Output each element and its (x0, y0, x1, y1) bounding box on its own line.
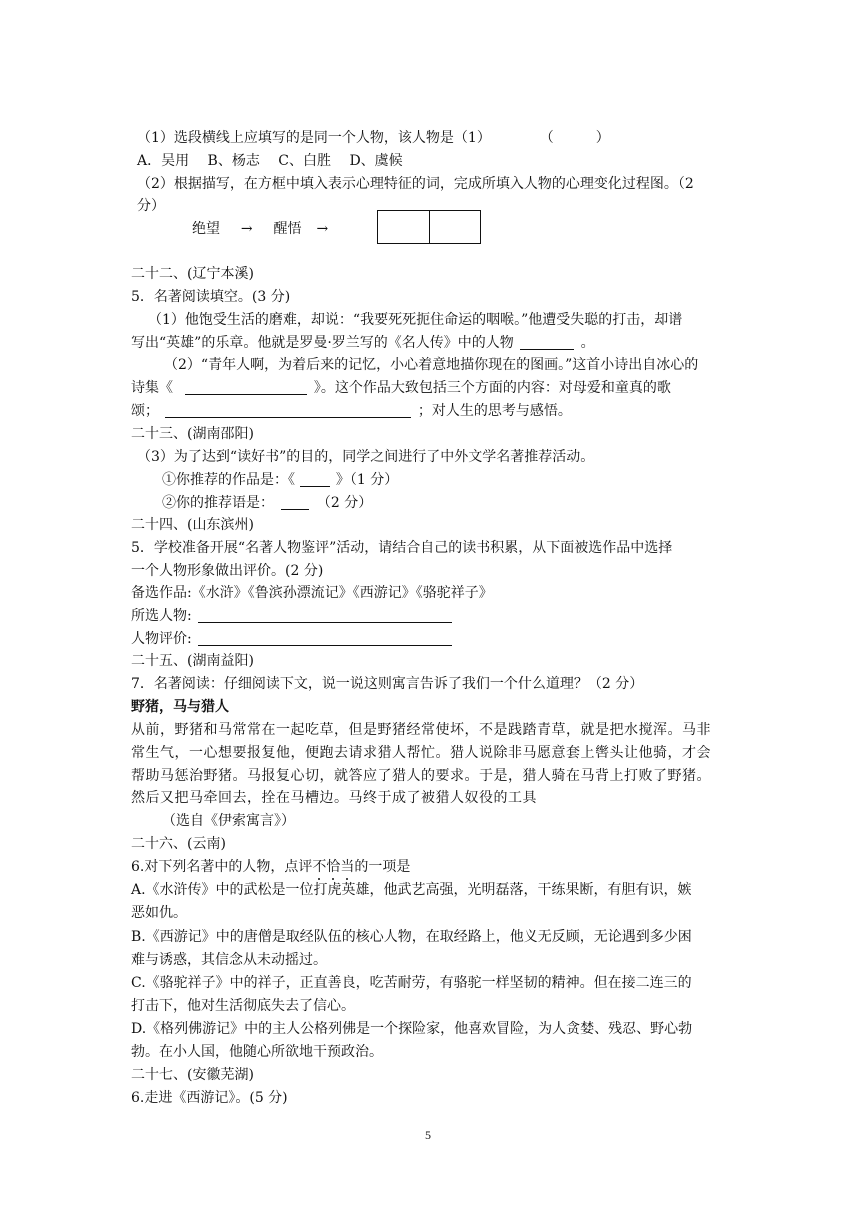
option-a-line1: A.《水浒传》中的武松是一位打虎英雄，他武艺高强，光明磊落，干练果断，有胆有识，嫉 (131, 882, 692, 898)
page-number: 5 (425, 1128, 431, 1142)
s23-line1: （3）为了达到“读好书”的目的，同学之间进行了中外文学名著推荐活动。 (137, 449, 595, 465)
blank-line[interactable] (281, 493, 309, 510)
q2-stem-line2: 分） (137, 198, 165, 214)
s23-line2: ①你推荐的作品是：《 》（1 分） (162, 472, 399, 488)
s22-p2-line1: （2）“青年人啊，为着后来的记忆，小心着意地描你现在的图画。”这首小诗出自冰心的 (164, 357, 699, 373)
section-26-header: 二十六、(云南) (131, 836, 226, 852)
section-25-header: 二十五、(湖南益阳) (131, 653, 254, 669)
s25-line1: 7．名著阅读：仔细阅读下文，说一说这则寓言告诉了我们一个什么道理？（2 分） (131, 676, 644, 692)
q1-options: A．吴用 B、杨志 C、白胜 D、虞候 (137, 153, 403, 169)
emphasis-dot-char: 恰 (326, 859, 341, 875)
q2-flow (192, 218, 328, 240)
emphasis-dot-char: 当 (340, 859, 355, 875)
blank-line[interactable] (185, 378, 307, 395)
blank-line[interactable] (198, 606, 452, 623)
option-c-line1: C.《骆驼祥子》中的祥子，正直善良，吃苦耐劳，有骆驼一样坚韧的精神。但在接二连三的 (131, 975, 692, 991)
fable-source: （选自《伊索寓言》） (162, 813, 295, 829)
option-d-line1: D.《格列佛游记》中的主人公格列佛是一个探险家，他喜欢冒险，为人贪婪、残忍、野心勃 (131, 1021, 693, 1037)
section-22-title: 5．名著阅读填空。(3 分) (131, 289, 291, 305)
fable-line3: 帮助马惩治野猪。马报复心切，就答应了猎人的要求。于是，猎人骑在马背上打败了野猪。 (131, 768, 711, 784)
s24-line3: 备选作品:《水浒》《鲁滨孙漂流记》《西游记》《骆驼祥子》 (131, 585, 493, 601)
arrow-right-icon: → (240, 221, 253, 237)
blank-line[interactable] (520, 333, 574, 350)
s23-line3: ②你的推荐语是： （2 分） (162, 495, 373, 511)
answer-box-cell-2[interactable] (430, 211, 481, 243)
s27-line1: 6.走进《西游记》。(5 分) (131, 1090, 288, 1106)
option-d-line2: 勃。在小人国，他随心所欲地干预政治。 (131, 1044, 383, 1060)
option-b-line1: B.《西游记》中的唐僧是取经队伍的核心人物，在取经路上，他义无反顾，无论遇到多少困 (131, 929, 692, 945)
section-23-header: 二十三、(湖南邵阳) (131, 426, 254, 442)
q1-stem-line (137, 127, 610, 149)
option-c-line2: 打击下，他对生活彻底失去了信心。 (131, 998, 355, 1014)
flow-step-despair: 绝望 (192, 221, 220, 237)
blank-line[interactable] (165, 401, 411, 418)
emphasis-dot-char: 不 (312, 859, 327, 875)
s22-p2-line2: 诗集《 》。这个作品大致包括三个方面的内容：对母爱和童真的歌 (131, 380, 671, 396)
s22-p1-line1: （1）他饱受生活的磨难，却说：“我要死死扼住命运的咽喉。”他遭受失聪的打击，却谱 (148, 312, 683, 328)
s24-line4: 所选人物: (131, 605, 452, 627)
s22-p1-line2: 写出“英雄”的乐章。他就是罗曼·罗兰写的《名人传》中的人物 。 (131, 335, 595, 351)
section-22-header: 二十二、(辽宁本溪) (131, 266, 254, 282)
answer-box-grid[interactable] (377, 210, 481, 244)
s24-line5: 人物评价: (131, 628, 452, 650)
fable-line1: 从前，野猪和马常常在一起吃草，但是野猪经常使坏，不是践踏青草，就是把水搅浑。马非 (131, 722, 711, 738)
blank-line[interactable] (198, 629, 452, 646)
q2-stem-line1: （2）根据描写，在方框中填入表示心理特征的词，完成所填入人物的心理变化过程图。（2 (137, 176, 694, 192)
q1-answer-bracket: （ ） (539, 130, 610, 146)
option-b-line2: 难与诱惑，其信念从未动摇过。 (131, 952, 327, 968)
fable-line4: 然后又把马牵回去，拴在马槽边。马终于成了被猎人奴役的工具 (131, 790, 537, 806)
flow-step-awaken: 醒悟 (273, 221, 302, 237)
option-a-line2: 恶如仇。 (131, 905, 187, 921)
fable-title: 野猪，马与猎人 (131, 699, 229, 715)
s24-line1: 5．学校准备开展“名著人物鉴评”活动，请结合自己的读书积累，从下面被选作品中选择 (131, 540, 673, 556)
s22-p2-line3: 颂； ；对人生的思考与感悟。 (131, 403, 572, 419)
fable-line2: 常生气，一心想要报复他，便跑去请求猎人帮忙。猎人说除非马愿意套上辔头让他骑，才会 (131, 745, 711, 761)
blank-line[interactable] (300, 470, 330, 487)
q1-stem: （1）选段横线上应填写的是同一个人物，该人物是（1） (137, 130, 491, 146)
s24-line2: 一个人物形象做出评价。(2 分) (131, 563, 324, 579)
section-24-header: 二十四、(山东滨州) (131, 517, 254, 533)
section-27-header: 二十七、(安徽芜湖) (131, 1067, 254, 1083)
s26-question: 6.对下列名著中的人物，点评不恰当的一项是 (131, 859, 411, 875)
answer-box-cell-1[interactable] (378, 211, 430, 243)
arrow-right-icon: → (316, 221, 329, 237)
